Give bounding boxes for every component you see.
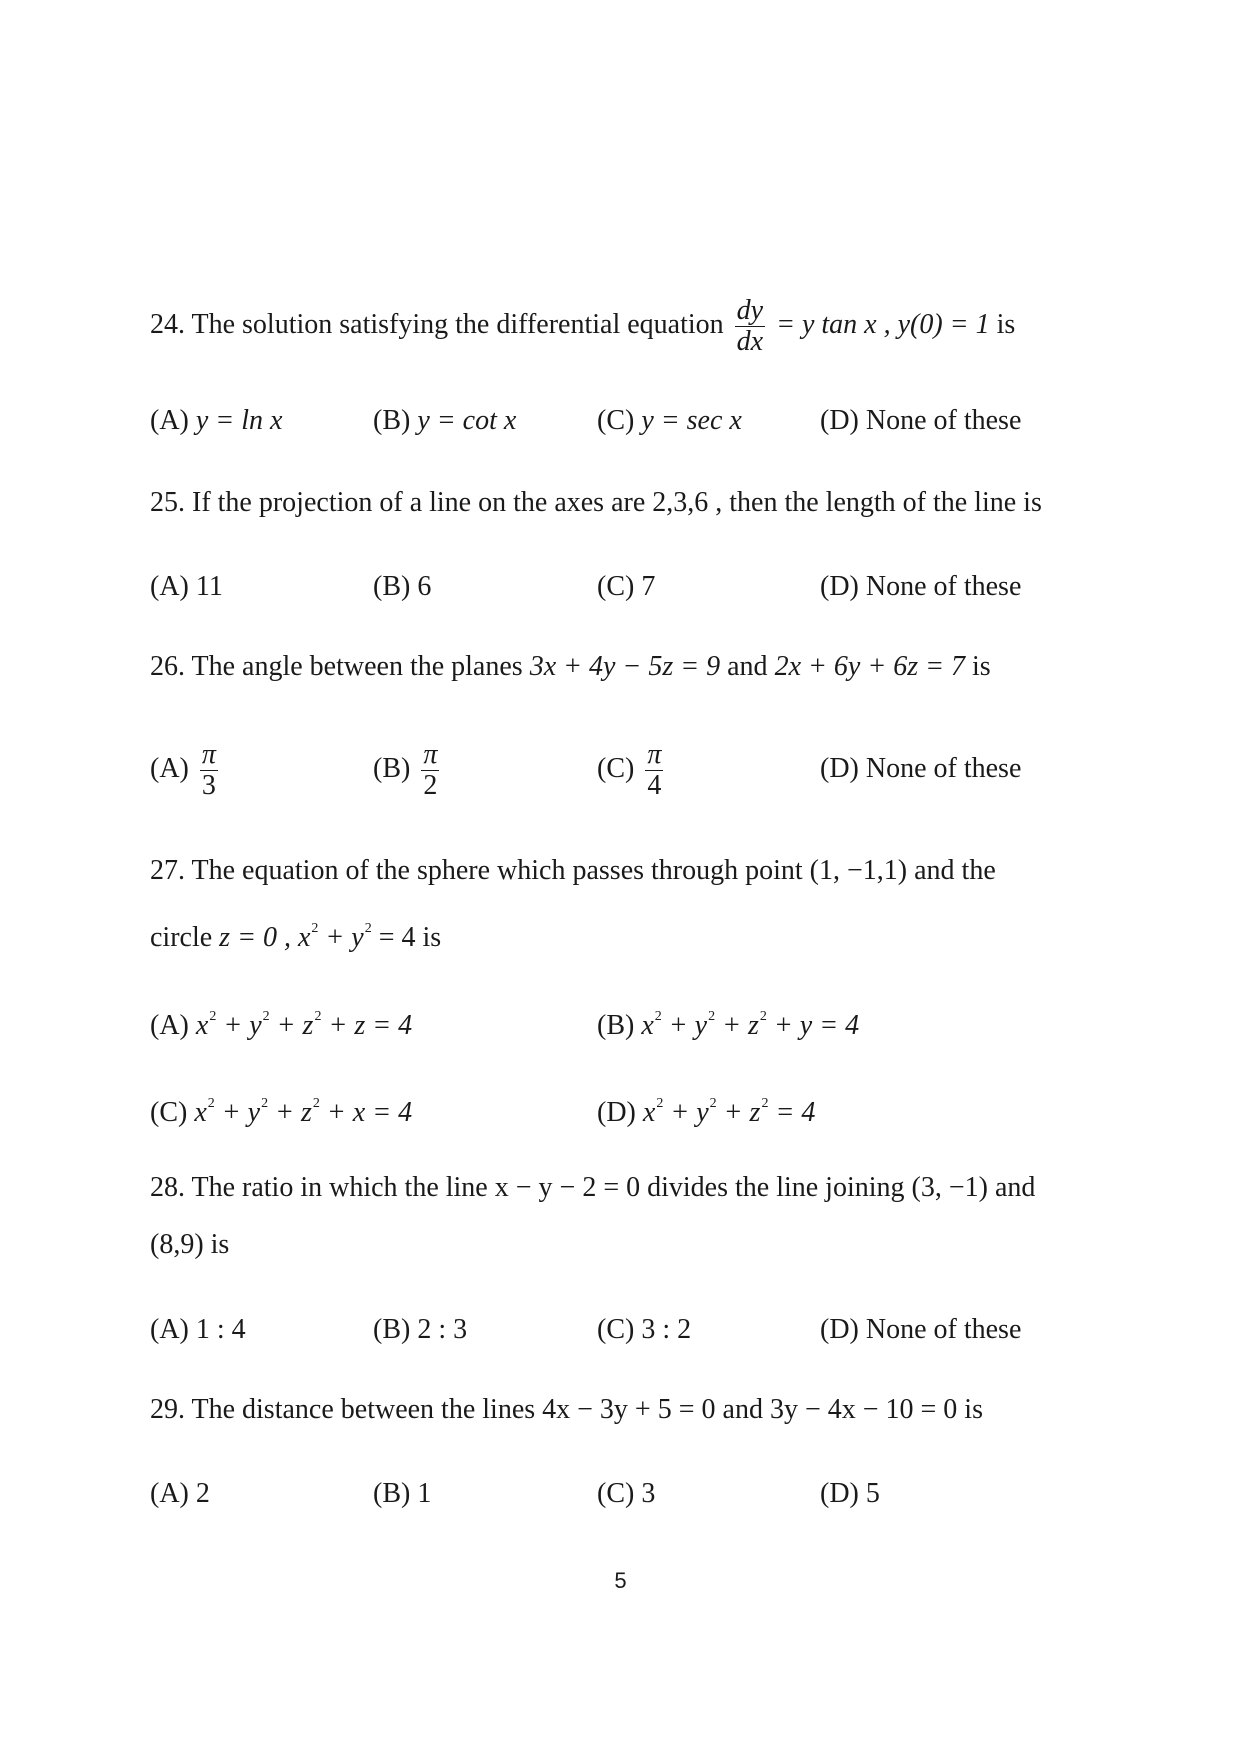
question-24	[150, 296, 1015, 357]
option-label: (A)	[150, 752, 189, 784]
q27-option-c[interactable]	[150, 1087, 412, 1130]
circle-plane-equation: z = 0 ,	[219, 922, 291, 953]
option-fraction	[200, 740, 218, 801]
fraction-numerator: dy	[736, 295, 764, 326]
option-value: $x^2 + y^2 + z^2 + z = 4$	[195, 1009, 413, 1041]
option-label: (B)	[373, 571, 411, 602]
page-number: 5	[614, 1568, 627, 1593]
question-29	[150, 1393, 983, 1427]
question-26-stem: 26. The angle between the planes	[150, 651, 523, 682]
option-label: (A)	[150, 571, 189, 602]
option-value-tail: + x = 4	[326, 1097, 413, 1128]
question-24-rhs: = y tan x , y(0) = 1	[776, 308, 990, 340]
option-label: (D)	[597, 1097, 636, 1128]
option-value: 11	[195, 571, 223, 602]
option-value: 5	[865, 1478, 880, 1509]
q24-option-c[interactable]	[597, 404, 742, 438]
option-label: (C)	[597, 752, 635, 784]
option-value: None of these	[865, 571, 1022, 602]
option-value: y = sec x	[641, 405, 742, 436]
question-24-stem: 24. The solution satisfying the differential equation	[150, 308, 724, 340]
option-label: (B)	[597, 1010, 635, 1041]
question-28-line-2	[150, 1228, 229, 1262]
q27-option-d[interactable]	[597, 1087, 815, 1130]
fraction-numerator: π	[647, 739, 662, 770]
q29-option-b[interactable]	[373, 1477, 431, 1511]
option-label: (B)	[373, 752, 411, 784]
q28-option-d[interactable]	[820, 1313, 1021, 1347]
question-25-stem: 25. If the projection of a line on the axes are 2,3,6 , then the length of the line is	[150, 487, 1042, 518]
option-value-tail: = 4	[775, 1097, 816, 1128]
option-label: (D)	[820, 753, 859, 784]
question-26	[150, 650, 991, 684]
option-label: (C)	[150, 1097, 188, 1128]
option-label: (C)	[597, 405, 635, 436]
option-label: (D)	[820, 1478, 859, 1509]
q28-option-a[interactable]	[150, 1313, 246, 1347]
q25-option-a[interactable]	[150, 570, 223, 604]
option-value: 1	[417, 1478, 432, 1509]
question-26-and: and	[727, 651, 768, 682]
fraction-numerator: π	[423, 739, 438, 770]
q25-option-d[interactable]	[820, 570, 1021, 604]
option-value: 3 : 2	[641, 1314, 692, 1345]
question-27-line-1	[150, 854, 996, 888]
option-value: 1 : 4	[195, 1314, 246, 1345]
option-label: (C)	[597, 1314, 635, 1345]
option-label: (D)	[820, 405, 859, 436]
q26-option-c[interactable]	[597, 740, 667, 801]
option-fraction	[421, 740, 439, 801]
option-label: (B)	[373, 405, 411, 436]
fraction-denominator: 3	[201, 770, 216, 801]
q29-option-c[interactable]	[597, 1477, 655, 1511]
option-value: y = cot x	[417, 405, 517, 436]
question-28-line-1	[150, 1171, 1035, 1205]
fraction-denominator: 4	[647, 770, 662, 801]
option-label: (A)	[150, 1314, 189, 1345]
q29-option-a[interactable]	[150, 1477, 210, 1511]
fraction-denominator: dx	[736, 326, 764, 357]
q27-option-a[interactable]	[150, 1000, 412, 1043]
option-label: (B)	[373, 1478, 411, 1509]
plane-2-equation: 2x + 6y + 6z = 7	[774, 651, 965, 682]
option-value-tail: + y = 4	[773, 1010, 860, 1041]
option-value: y = ln x	[195, 405, 283, 436]
fraction-denominator: 2	[423, 770, 438, 801]
option-fraction	[645, 740, 663, 801]
q24-option-a[interactable]	[150, 404, 282, 438]
option-label: (A)	[150, 405, 189, 436]
q26-option-a[interactable]	[150, 740, 222, 801]
question-27-stem-1: 27. The equation of the sphere which passes through point (1, −1,1) and the	[150, 855, 996, 886]
option-value: 7	[641, 571, 656, 602]
q26-option-b[interactable]	[373, 740, 443, 801]
question-29-stem: 29. The distance between the lines 4x − 3y + 5 = 0 and 3y − 4x − 10 = 0 is	[150, 1394, 983, 1425]
question-28-stem-1: 28. The ratio in which the line x − y − 2 = 0 divides the line joining (3, −1) and	[150, 1172, 1036, 1203]
option-label: (B)	[373, 1314, 411, 1345]
option-value: None of these	[865, 1314, 1022, 1345]
option-value: $x^2 + y^2 + z^2 = 4$	[642, 1096, 816, 1128]
fraction-numerator: π	[201, 739, 216, 770]
circle-equation: $x^2 + y^2 = 4$	[297, 921, 416, 953]
option-value: 3	[641, 1478, 656, 1509]
option-value: 2	[195, 1478, 210, 1509]
option-value: None of these	[865, 405, 1022, 436]
option-label: (D)	[820, 1314, 859, 1345]
question-24-tail: is	[996, 308, 1016, 340]
option-label: (A)	[150, 1478, 189, 1509]
question-27-stem-2: circle	[150, 922, 213, 953]
question-27-line-2	[150, 912, 441, 955]
question-27-tail: is	[422, 922, 442, 953]
option-value: $x^2 + y^2 + z^2 + x = 4$	[194, 1096, 413, 1128]
q28-option-c[interactable]	[597, 1313, 691, 1347]
q25-option-b[interactable]	[373, 570, 431, 604]
q29-option-d[interactable]	[820, 1477, 880, 1511]
question-28-stem-2: (8,9) is	[150, 1229, 230, 1260]
derivative-fraction	[735, 296, 765, 357]
question-25	[150, 486, 1042, 520]
q25-option-c[interactable]	[597, 570, 655, 604]
option-value: $x^2 + y^2 + z^2 + y = 4$	[641, 1009, 860, 1041]
q26-option-d[interactable]	[820, 752, 1021, 786]
option-label: (D)	[820, 571, 859, 602]
option-value-tail: + z = 4	[328, 1010, 413, 1041]
option-label: (C)	[597, 571, 635, 602]
option-value: 2 : 3	[417, 1314, 468, 1345]
option-label: (A)	[150, 1010, 189, 1041]
q28-option-b[interactable]	[373, 1313, 467, 1347]
option-value: 6	[417, 571, 432, 602]
q24-option-d[interactable]	[820, 404, 1021, 438]
question-26-tail: is	[972, 651, 991, 682]
q27-option-b[interactable]	[597, 1000, 859, 1043]
option-value: None of these	[865, 753, 1022, 784]
plane-1-equation: 3x + 4y − 5z = 9	[529, 651, 721, 682]
q24-option-b[interactable]	[373, 404, 516, 438]
option-label: (C)	[597, 1478, 635, 1509]
